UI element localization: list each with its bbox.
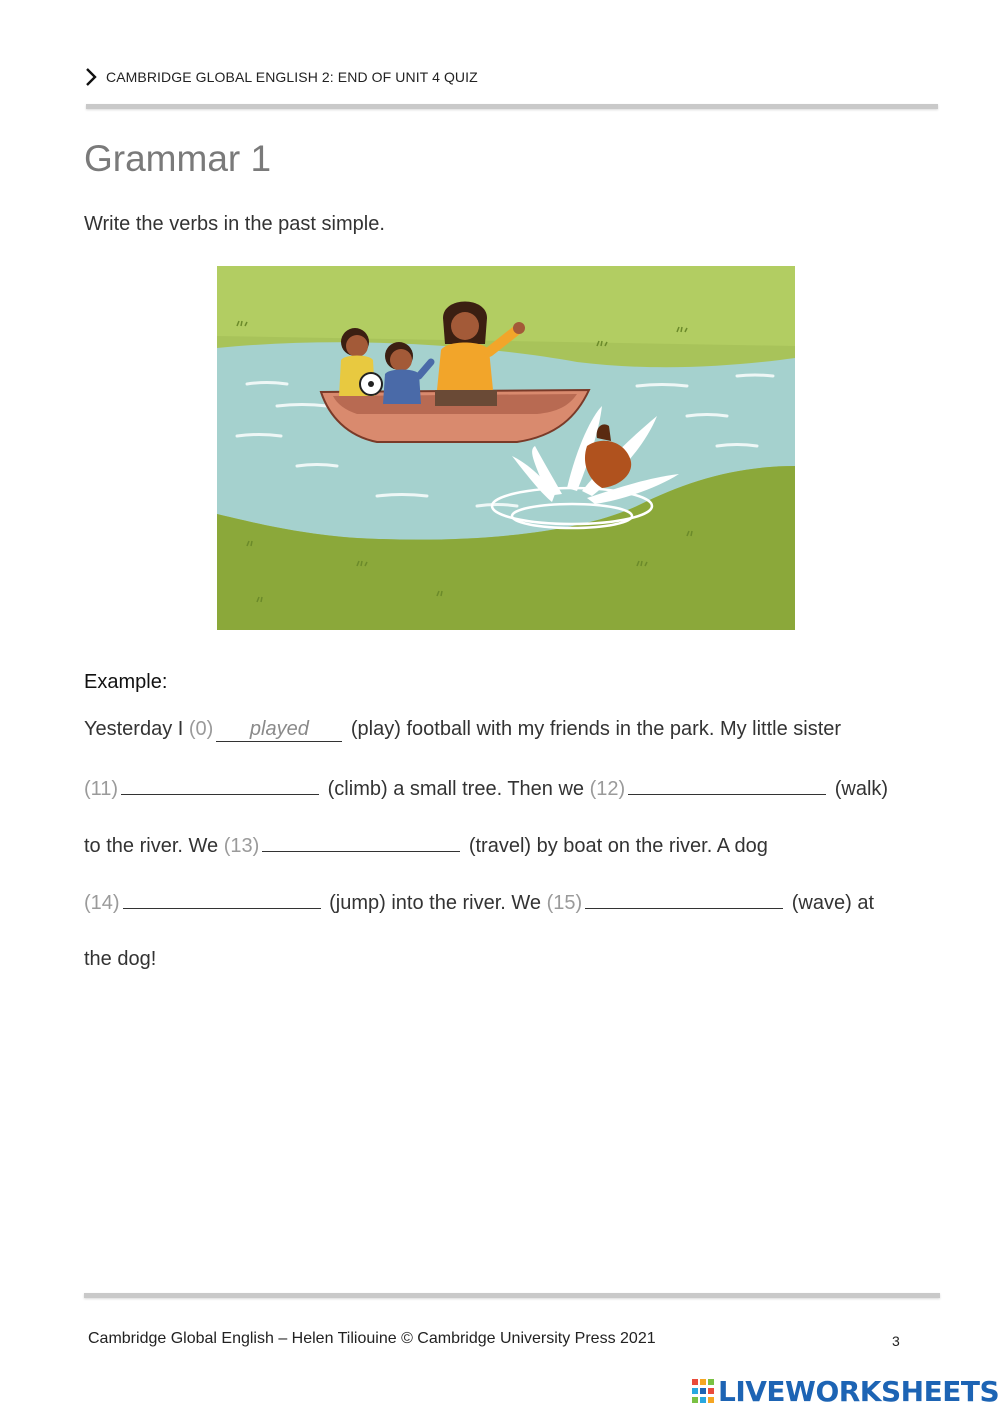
item-number: (13) xyxy=(223,835,260,857)
liveworksheets-brand: LIVEWORKSHEETS xyxy=(718,1374,1000,1408)
header-divider xyxy=(86,104,938,109)
answer-blank-13[interactable] xyxy=(262,833,460,852)
exercise-line-5 xyxy=(84,948,156,971)
answer-blank-11[interactable] xyxy=(121,776,319,795)
header-title: CAMBRIDGE GLOBAL ENGLISH 2: END OF UNIT 4 QUIZ xyxy=(106,69,478,85)
line-text: the dog! xyxy=(84,948,157,970)
answer-blank-12[interactable] xyxy=(628,776,826,795)
instruction-text: Write the verbs in the past simple. xyxy=(84,213,385,235)
page-number: 3 xyxy=(892,1333,900,1349)
answer-blank-15[interactable] xyxy=(585,890,783,909)
boat-river-dog-illustration xyxy=(217,266,795,630)
exercise-line-4 xyxy=(84,890,874,915)
item-number: (0) xyxy=(188,718,214,740)
item-number: (14) xyxy=(84,892,120,914)
line-text: (walk) xyxy=(829,778,889,800)
exercise-line-2 xyxy=(84,776,888,801)
example-answer: played xyxy=(249,718,309,740)
liveworksheets-watermark[interactable] xyxy=(692,1373,999,1409)
page-header xyxy=(84,64,478,90)
example-label: Example: xyxy=(84,671,168,693)
line-text: (travel) by boat on the river. A dog xyxy=(463,835,768,857)
line-text: (climb) a small tree. Then we xyxy=(322,778,590,800)
answer-blank-14[interactable] xyxy=(123,890,321,909)
line-text: (jump) into the river. We xyxy=(323,892,547,914)
line-text: (wave) at xyxy=(786,892,875,914)
item-number: (11) xyxy=(84,778,119,800)
line-text: (play) football with my friends in the park. My little sister xyxy=(345,718,842,740)
chevron-right-icon xyxy=(84,66,98,88)
exercise-line-3 xyxy=(84,833,768,858)
item-number: (12) xyxy=(589,778,626,800)
item-number: (15) xyxy=(546,892,583,914)
line-text: Yesterday I xyxy=(84,718,189,740)
line-text: to the river. We xyxy=(84,835,224,857)
section-heading: Grammar 1 xyxy=(84,138,272,179)
footer-divider xyxy=(84,1293,940,1298)
footer-credit: Cambridge Global English – Helen Tiliouine © Cambridge University Press 2021 xyxy=(88,1330,656,1347)
example-answer-blank xyxy=(216,718,342,742)
liveworksheets-logo-icon xyxy=(692,1379,714,1403)
exercise-line-1 xyxy=(84,718,841,742)
